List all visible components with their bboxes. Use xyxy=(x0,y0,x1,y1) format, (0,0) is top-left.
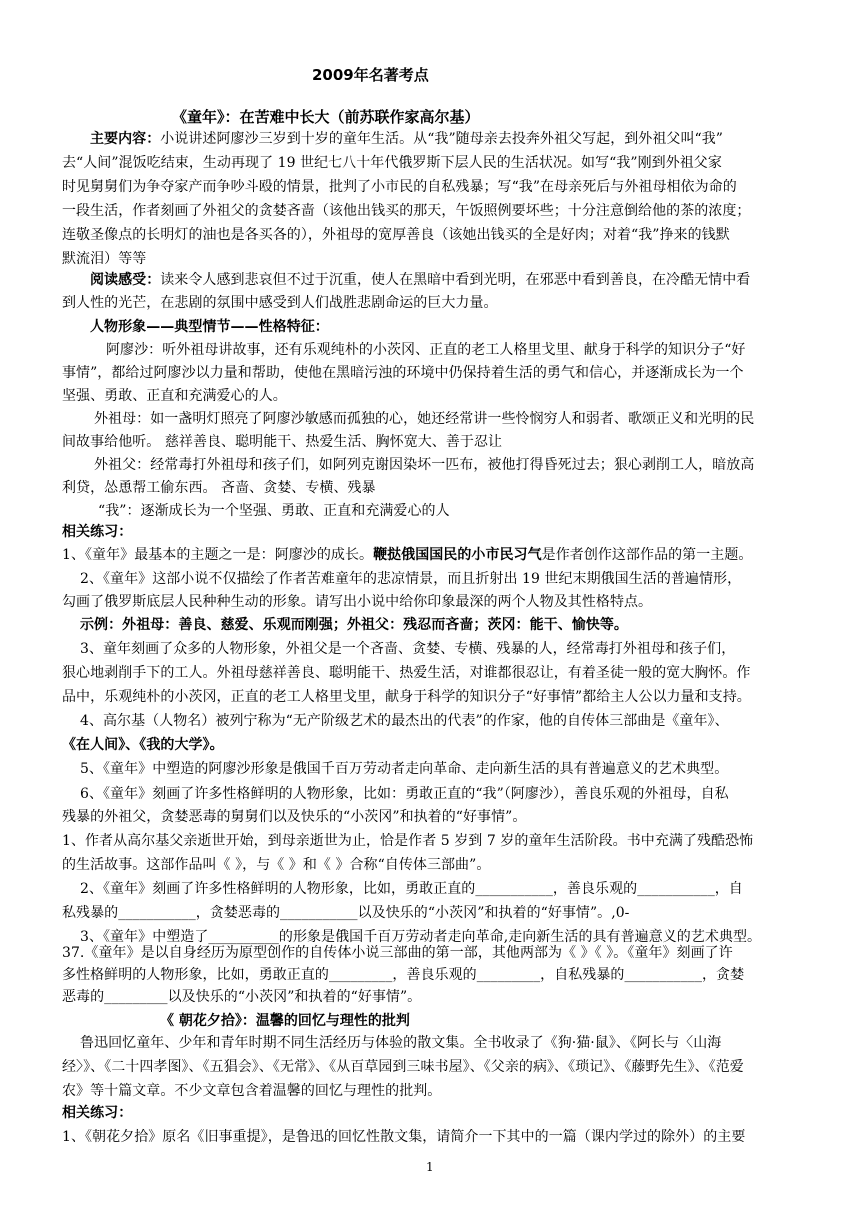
reading-line: 到人性的光芒，在悲剧的氛围中感受到人们战胜悲剧命运的巨大力量。 xyxy=(62,295,498,311)
main-content-line: 去“人间”混饭吃结束，生动再现了 19 世纪七八十年代俄罗斯下层人民的生活状况。如写“我”刚到外祖父家 xyxy=(62,155,722,171)
question-5: 5、《童年》中塑造的阿廖沙形象是俄国千百万劳动者走向革命、走向新生活的具有普遍意义的艺术典型。 xyxy=(80,761,729,777)
question-4-line: 4、高尔基（人物名）被列宁称为“无产阶级艺术的最杰出的代表”的作家，他的自传体三部曲是《童年》、 xyxy=(80,713,729,729)
character-heading: 人物形象——典型情节——性格特征： xyxy=(90,319,329,335)
question-6-line: 残暴的外祖父，贪婪恶毒的舅舅们以及快乐的“小茨冈”和执着的“好事情”。 xyxy=(62,809,527,825)
section-title-childhood: 《童年》：在苦难中长大（前苏联作家高尔基） xyxy=(172,108,480,126)
exercise-2-line: 2、《童年》刻画了许多性格鲜明的人物形象，比如，勇敢正直的___________，善良乐观的___________，自 xyxy=(80,881,743,897)
question-3-line: 3、童年刻画了众多的人物形象，外祖父是一个吝啬、贪婪、专横、残暴的人，经常毒打外祖母和孩子们， xyxy=(80,641,736,657)
exercise-2-line: 私残暴的___________，贪婪恶毒的___________以及快乐的“小茨冈”和执着的“好事情”。,0- xyxy=(62,905,630,921)
section-title-zhaohua: 《 朝花夕拾》：温馨的回忆与理性的批判 xyxy=(160,1013,410,1029)
practice-heading-2: 相关练习： xyxy=(62,1105,133,1121)
main-content-line: 时见舅舅们为争夺家产而争吵斗殴的情景，批判了小市民的自私残暴；写“我”在母亲死后与外祖母相依为命的 xyxy=(62,179,737,195)
main-content-line: 一段生活，作者刻画了外祖父的贪婪吝啬（该他出钱买的那天，午饭照例要坏些；十分注意倒给他的茶的浓度； xyxy=(62,203,751,219)
main-content-line: 默流泪）等等 xyxy=(62,251,147,267)
question-6-line: 6、《童年》刻画了许多性格鲜明的人物形象，比如：勇敢正直的“我”（阿廖沙），善良乐观的外祖母，自私 xyxy=(80,786,729,802)
grandmother-line: 外祖母：如一盏明灯照亮了阿廖沙敏感而孤独的心，她还经常讲一些怜悯穷人和弱者、歌颂正义和光明的民 xyxy=(94,411,755,427)
question-1: 1、《童年》最基本的主题之一是：阿廖沙的成长。鞭挞俄国国民的小市民习气是作者创作这部作品的第一主题。 xyxy=(62,547,753,563)
exercise-37-line: 37.《童年》是以自身经历为原型创作的自传体小说三部曲的第一部，其他两部为《 》《 》。《童年》刻画了许 xyxy=(62,945,733,961)
main-content-line: 主要内容：小说讲述阿廖沙三岁到十岁的童年生活。从“我”随母亲去投奔外祖父写起，到外祖父叫“我” xyxy=(90,131,723,147)
aliosha-line: 事情”，都给过阿廖沙以力量和帮助，使他在黑暗污浊的环境中仍保持着生活的勇气和信心，并逐渐成长为一个 xyxy=(62,365,744,381)
grandfather-line: 外祖父：经常毒打外祖母和孩子们，如阿列克谢因染坏一匹布，被他打得昏死过去；狠心剥削工人，暗放高 xyxy=(94,457,755,473)
grandmother-line: 间故事给他听。 慈祥善良、聪明能干、热爱生活、胸怀宽大、善于忍让 xyxy=(62,434,503,450)
practice-heading: 相关练习： xyxy=(62,524,133,540)
question-2-line: 勾画了俄罗斯底层人民种种生动的形象。请写出小说中给你印象最深的两个人物及其性格特点。 xyxy=(62,594,653,610)
exercise-37-line: 多性格鲜明的人物形象，比如，勇敢正直的_________，善良乐观的_________，自私残暴的___________，贪婪 xyxy=(62,967,745,983)
exercise-1-line: 的生活故事。这部作品叫《 》，与《 》和《 》合称“自传体三部曲”。 xyxy=(62,857,491,873)
zhaohua-line: 农》等十篇文章。不少文章包含着温馨的回忆与理性的批判。 xyxy=(62,1083,442,1099)
exercise-37-line: 恶毒的_________以及快乐的“小茨冈”和执着的“好事情”。 xyxy=(62,989,422,1005)
question-3-line: 狠心地剥削手下的工人。外祖母慈祥善良、聪明能干、热爱生活，对谁都很忍让，有着圣徒一般的宽大胸怀。作 xyxy=(62,665,751,681)
question-3-line: 品中，乐观纯朴的小茨冈，正直的老工人格里戈里，献身于科学的知识分子“好事情”都给主人公以力量和支持。 xyxy=(62,689,751,705)
zhaohua-line: 鲁迅回忆童年、少年和青年时期不同生活经历与体验的散文集。全书收录了《狗·猫·鼠》、《阿长与〈山海 xyxy=(80,1035,722,1051)
main-content-line: 连敬圣像点的长明灯的油也是各买各的），外祖母的宽厚善良（该她出钱买的全是好肉；对着“我”挣来的钱默 xyxy=(62,227,730,243)
zhaohua-line: 经〉》、《二十四孝图》、《五猖会》、《无常》、《从百草园到三味书屋》、《父亲的病》、《琐记》、《藤野先生》、《范爱 xyxy=(62,1059,744,1075)
aliosha-line: 坚强、勇敢、正直和充满爱心的人。 xyxy=(62,388,287,404)
aliosha-line: 阿廖沙：听外祖母讲故事，还有乐观纯朴的小茨冈、正直的老工人格里戈里、献身于科学的知识分子“好 xyxy=(106,342,746,358)
exercise-3: 3、《童年》中塑造了__________的形象是俄国千百万劳动者走向革命,走向新生活的具有普遍意义的艺术典型。 xyxy=(80,929,762,945)
page-title: 2009年名著考点 xyxy=(312,66,429,84)
zhaohua-question-1: 1、《朝花夕拾》原名《旧事重提》，是鲁迅的回忆性散文集，请简介一下其中的一篇（课内学过的除外）的主要 xyxy=(62,1129,746,1145)
example-answer: 示例：外祖母：善良、慈爱、乐观而刚强；外祖父：残忍而吝啬；茨冈：能干、愉快等。 xyxy=(80,617,628,633)
question-4-line: 《在人间》、《我的大学》。 xyxy=(62,737,224,753)
question-2-line: 2、《童年》这部小说不仅描绘了作者苦难童年的悲凉情景，而且折射出 19 世纪末期俄国生活的普遍情形， xyxy=(80,571,742,587)
me-line: “我”：逐渐成长为一个坚强、勇敢、正直和充满爱心的人 xyxy=(98,503,450,519)
page-number: 1 xyxy=(426,1160,434,1174)
grandfather-line: 利贷，怂恿帮工偷东西。 吝啬、贪婪、专横、残暴 xyxy=(62,480,376,496)
reading-line: 阅读感受：读来令人感到悲哀但不过于沉重，使人在黑暗中看到光明，在邪恶中看到善良，在冷酷无情中看 xyxy=(90,272,751,288)
exercise-1-line: 1、作者从高尔基父亲逝世开始，到母亲逝世为止，恰是作者 5 岁到 7 岁的童年生活阶段。书中充满了残酷恐怖 xyxy=(62,833,754,849)
